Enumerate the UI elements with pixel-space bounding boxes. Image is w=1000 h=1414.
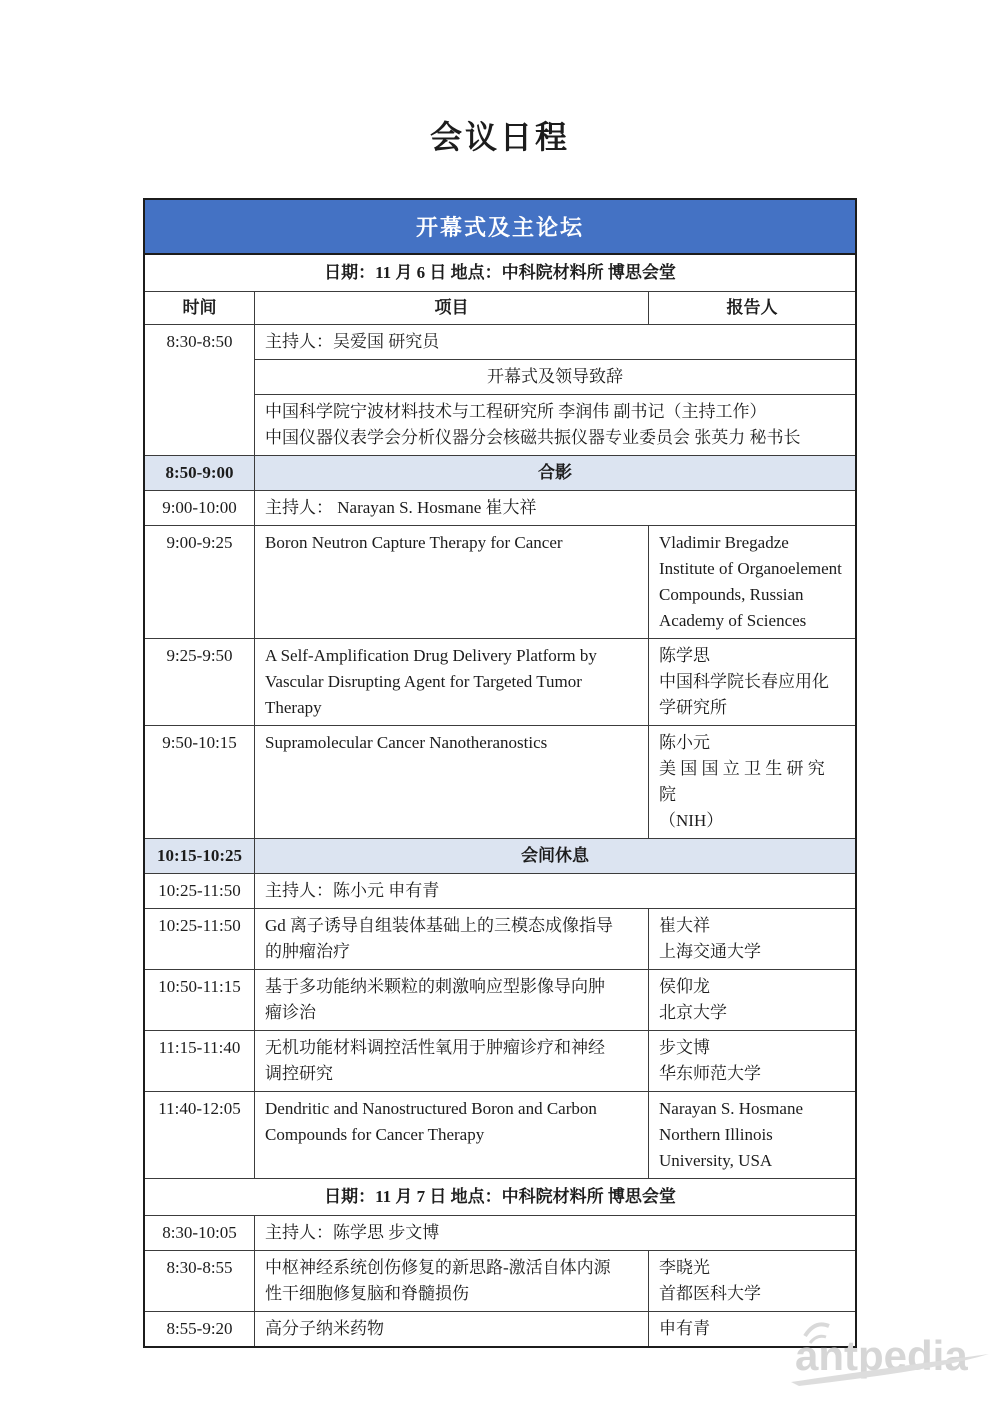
leaders-lines [255,394,855,455]
text-line: 李晓光 [659,1258,710,1277]
speaker-cell [648,1251,855,1311]
text-line: 陈学思 [659,646,710,665]
text-line: 调控研究 [265,1064,333,1083]
text-line: Institute of Organoelement [659,559,842,578]
time-cell: 8:30-8:55 [166,1258,233,1277]
group-stack [254,325,855,455]
host-row [145,490,855,525]
watermark-text: antpedia [795,1332,968,1379]
speaker-cell [648,726,855,838]
break-cell: 会间休息 [254,839,855,873]
host-cell: 主持人：陈学思 步文博 [254,1216,855,1250]
talk-row [145,1030,855,1091]
text-line: Supramolecular Cancer Nanotheranostics [265,733,548,752]
host-row [145,1215,855,1250]
table-rows [145,255,855,1346]
project-cell [254,726,648,838]
column-header-row [145,291,855,324]
text-line: Northern Illinois [659,1125,773,1144]
project-cell [254,1312,648,1346]
time-cell: 8:30-8:50 [166,332,233,351]
text-line: Compounds for Cancer Therapy [265,1125,485,1144]
project-cell [254,1092,648,1178]
talk-row [145,1250,855,1311]
text-line: 首都医科大学 [659,1284,761,1303]
text-line: Narayan S. Hosmane [659,1099,803,1118]
text-line: 中国科学院长春应用化 [659,672,829,691]
section-banner: 开幕式及主论坛 [145,200,855,255]
speaker-cell [648,909,855,969]
project-cell [254,1031,648,1091]
date-cell: 日期：11 月 6 日 地点：中科院材料所 博思会堂 [324,263,676,282]
project-cell [254,526,648,638]
text-line: Gd 离子诱导自组装体基础上的三模态成像指导 [265,916,614,935]
time-cell: 10:25-11:50 [158,881,241,900]
date-cell: 日期：11 月 7 日 地点：中科院材料所 博思会堂 [324,1187,676,1206]
text-line: 中国科学院宁波材料技术与工程研究所 李润伟 副书记（主持工作） [265,402,767,421]
speaker-cell [648,1092,855,1178]
text-line: 华东师范大学 [659,1064,761,1083]
speaker-cell [648,1031,855,1091]
time-cell: 8:55-9:20 [166,1319,233,1338]
speaker-cell [648,970,855,1030]
text-line: 无机功能材料调控活性氧用于肿瘤诊疗和神经 [265,1038,605,1057]
text-line: 步文博 [659,1038,710,1057]
time-cell: 11:15-11:40 [158,1038,241,1057]
break-row [145,455,855,490]
talk-row [145,908,855,969]
text-line: University, USA [659,1151,773,1170]
text-line: 的肿瘤治疗 [265,942,350,961]
talk-row [145,1091,855,1178]
antpedia-logo [785,1316,995,1396]
ceremony-title-line: 开幕式及领导致辞 [255,359,855,394]
text-line: 上海交通大学 [659,942,761,961]
text-line: 崔大祥 [659,916,710,935]
column-header-time: 时间 [182,298,217,317]
column-header-speaker: 报告人 [648,292,855,324]
talk-row [145,725,855,838]
schedule-table [143,198,857,1348]
time-cell: 9:00-10:00 [162,498,237,517]
text-line: 北京大学 [659,1003,727,1022]
time-cell: 11:40-12:05 [158,1099,241,1118]
text-line: Dendritic and Nanostructured Boron and Carbon [265,1099,597,1118]
time-cell: 8:50-9:00 [165,463,234,482]
text-line: 基于多功能纳米颗粒的刺激响应型影像导向肿 [265,977,605,996]
host-cell: 主持人： Narayan S. Hosmane 崔大祥 [254,491,855,525]
antpedia-watermark [785,1316,995,1396]
time-cell: 9:25-9:50 [166,646,233,665]
time-cell: 10:25-11:50 [158,916,241,935]
break-cell: 合影 [254,456,855,490]
text-line: Vascular Disrupting Agent for Targeted Tumor [265,672,582,691]
time-cell: 10:50-11:15 [158,977,241,996]
text-line: 学研究所 [659,698,727,717]
text-line: （NIH） [659,811,724,830]
project-cell [254,909,648,969]
speaker-cell [648,639,855,725]
talk-row [145,1311,855,1346]
text-line: A Self-Amplification Drug Delivery Platform by [265,646,597,665]
text-line: 申有青 [659,1319,710,1338]
text-line: 美 国 国 立 卫 生 研 究 院 [659,759,825,804]
opening-group-row [145,324,855,455]
host-row [145,873,855,908]
text-line: Academy of Sciences [659,611,807,630]
text-line: 高分子纳米药物 [265,1319,384,1338]
break-row [145,838,855,873]
host-line: 主持人：吴爱国 研究员 [265,332,440,351]
text-line: Vladimir Bregadze [659,533,789,552]
time-cell: 8:30-10:05 [162,1223,237,1242]
column-header-project: 项目 [254,292,648,324]
time-cell: 9:50-10:15 [162,733,237,752]
text-line: 陈小元 [659,733,710,752]
time-cell: 10:15-10:25 [157,846,242,865]
host-cell: 主持人：陈小元 申有青 [254,874,855,908]
talk-row [145,525,855,638]
talk-row [145,969,855,1030]
text-line: 中国仪器仪表学会分析仪器分会核磁共振仪器专业委员会 张英力 秘书长 [265,428,801,447]
page-title: 会议日程 [429,119,570,155]
text-line: 瘤诊治 [265,1003,316,1022]
date-row [145,255,855,291]
speaker-cell [648,526,855,638]
date-row [145,1178,855,1215]
talk-row [145,638,855,725]
text-line: 侯仰龙 [659,977,710,996]
text-line: 性干细胞修复脑和脊髓损伤 [265,1284,469,1303]
text-line: 中枢神经系统创伤修复的新思路-激活自体内源 [265,1258,611,1277]
text-line: Boron Neutron Capture Therapy for Cancer [265,533,563,552]
project-cell [254,970,648,1030]
project-cell [254,1251,648,1311]
time-cell: 9:00-9:25 [166,533,233,552]
text-line: Compounds, Russian [659,585,804,604]
text-line: Therapy [265,698,322,717]
project-cell [254,639,648,725]
